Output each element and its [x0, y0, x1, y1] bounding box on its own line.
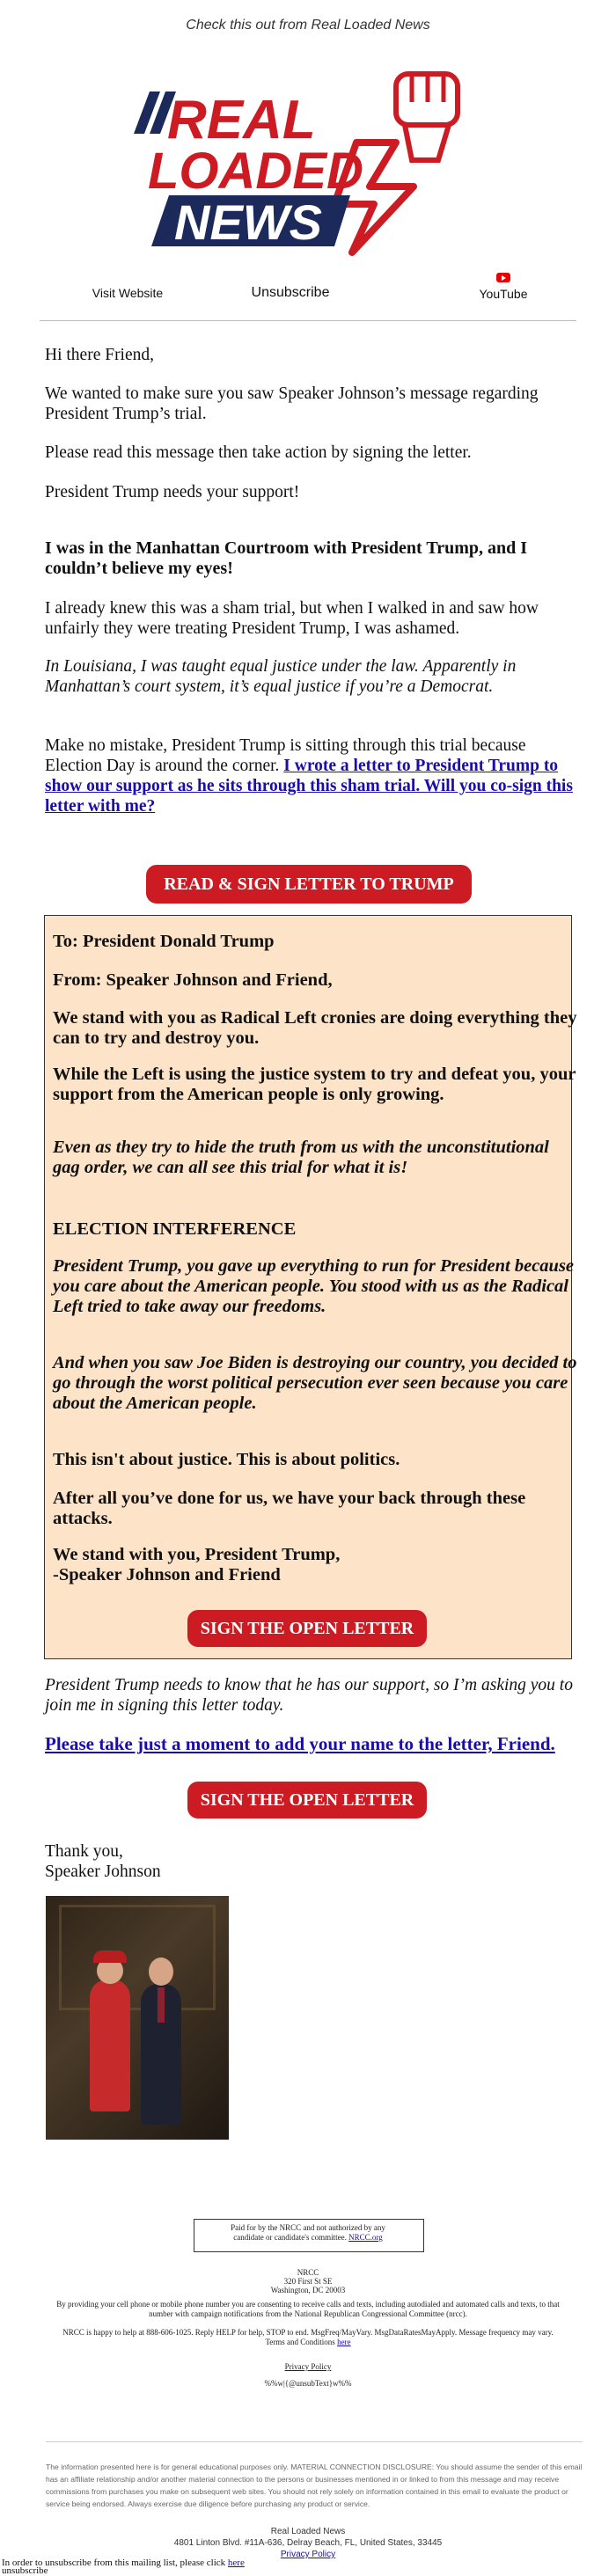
letter-line-5: President Trump, you gave up everything to run for President because you care about the American people. You stood with us as the Radical Left tried to take away our freedoms. [53, 1256, 575, 1316]
unsubscribe-word[interactable]: unsubscribe [2, 2565, 48, 2576]
sender-address: 4801 Linton Blvd. #11A-636, Delray Beach, FL, United States, 33445 [173, 2538, 443, 2548]
svg-text:NEWS: NEWS [174, 194, 322, 250]
terms-here-link[interactable]: here [337, 2338, 351, 2346]
paid-for-line-1: Paid for by the NRCC and not authorized by any [231, 2223, 385, 2232]
sign-open-letter-button-1[interactable]: SIGN THE OPEN LETTER [187, 1610, 427, 1647]
letter-signoff-1: We stand with you, President Trump, [53, 1545, 341, 1564]
closing-link[interactable]: Please take just a moment to add your name to the letter, Friend. [45, 1733, 555, 1754]
sms-disclosure: By providing your cell phone or mobile phone number you are consenting to receive calls and texts, including autodialed and automated calls and texts, to that number with campaign notifications from the National Republican Congressional Committee (nrcc). [56, 2300, 560, 2318]
letter-line-8: After all you’ve done for us, we have your back through these attacks. [53, 1489, 526, 1528]
letter-line-6: And when you saw Joe Biden is destroying our country, you decided to go through the worst political persecution ever seen because you care about the American people. [53, 1353, 577, 1413]
privacy-policy-link[interactable]: Privacy Policy [284, 2362, 332, 2371]
logo-graphic [132, 63, 484, 266]
letter-line-1: We stand with you as Radical Left cronies are doing everything they can to try and destroy you. [53, 1008, 577, 1048]
paid-for-line-2 [0, 2233, 616, 2243]
visit-website-link[interactable]: Visit Website [92, 286, 164, 300]
fist-icon [396, 74, 458, 160]
letter-from: From: Speaker Johnson and Friend, [53, 970, 333, 990]
footer-address-1: 320 First St SE [283, 2277, 333, 2286]
sender-privacy-link[interactable]: Privacy Policy [280, 2550, 336, 2559]
help-text-body: NRCC is happy to help at 888-606-1025. Reply HELP for help, STOP to end. MsgFreq/MayVary. MsgDataRatesMayApply. Message frequency may vary. Terms and Conditions [62, 2328, 554, 2346]
unsubscribe-here-link[interactable]: here [227, 2558, 245, 2568]
footer-divider [46, 2441, 583, 2442]
unsubscribe-link[interactable]: Unsubscribe [251, 285, 330, 300]
preheader: Check this out from Real Loaded News [186, 18, 430, 33]
letter-line-3: Even as they try to hide the truth from us with the unconstitutional gag order, we can all see this trial for what it is! [53, 1138, 549, 1177]
unsubscribe-line [2, 2558, 530, 2568]
merge-tag: %%w|{@unsubText}w%% [264, 2379, 352, 2388]
svg-text:REAL: REAL [167, 90, 316, 150]
letter-line-2: While the Left is using the justice system to try and defeat you, your support from the American people is only growing. [53, 1065, 576, 1104]
speaker-johnson-photo [46, 1896, 229, 2140]
thanks: Thank you, [45, 1842, 123, 1861]
letter-to: To: President Donald Trump [53, 932, 275, 951]
intro-paragraph-3: President Trump needs your support! [45, 483, 300, 501]
closing-paragraph: President Trump needs to know that he has our support, so I’m asking you to join me in signing this letter today. [45, 1676, 573, 1715]
body-paragraph-1: I already knew this was a sham trial, but when I walked in and saw how unfairly they were treating President Trump, I was ashamed. [45, 599, 539, 638]
letter-line-7: This isn't about justice. This is about politics. [53, 1450, 400, 1469]
body-paragraph-2: In Louisiana, I was taught equal justice under the law. Apparently in Manhattan’s court system, it’s equal justice if you’re a Democrat. [45, 657, 517, 696]
intro-paragraph-2: Please read this message then take action by signing the letter. [45, 443, 472, 462]
svg-text:LOADED: LOADED [148, 143, 363, 200]
header-divider [40, 320, 576, 321]
youtube-link[interactable]: YouTube [479, 287, 528, 301]
help-text [62, 2328, 554, 2347]
youtube-icon[interactable] [496, 273, 510, 282]
nrcc-link[interactable]: NRCC.org [348, 2233, 383, 2242]
sign-open-letter-button-2[interactable]: SIGN THE OPEN LETTER [187, 1782, 427, 1819]
headline: I was in the Manhattan Courtroom with President Trump, and I couldn’t believe my eyes! [45, 538, 528, 578]
letter-line-4: ELECTION INTERFERENCE [53, 1219, 297, 1239]
disclaimer: The information presented here is for general educational purposes only. MATERIAL CONNECTION DISCLOSURE: You should assume the sender of this email has an affiliate relationship and/or another material connection to the persons or businesses mentioned in or linked to from this message and may receive commissions from purchases you make on subsequent web sites. You should not rely solely on information contained in this email to evaluate the product or service being endorsed. Always exercise due diligence before purchasing any product or service. [46, 2463, 583, 2508]
real-loaded-news-logo[interactable] [132, 63, 484, 266]
footer-address-2: Washington, DC 20003 [270, 2286, 346, 2294]
letter-signoff-2: -Speaker Johnson and Friend [53, 1565, 281, 1584]
unsubscribe-text: In order to unsubscribe from this mailing list, please click [2, 2558, 226, 2568]
footer-org: NRCC [297, 2268, 319, 2277]
read-sign-letter-button[interactable]: READ & SIGN LETTER TO TRUMP [146, 865, 472, 904]
paid-for-text: candidate or candidate's committee. [233, 2233, 347, 2242]
letter-link[interactable]: I wrote a letter to President Trump to show our support as he sits through this sham trial. Will you co-sign this letter with me? [45, 757, 573, 816]
greeting: Hi there Friend, [45, 346, 155, 364]
intro-paragraph-1: We wanted to make sure you saw Speaker Johnson’s message regarding President Trump’s trial. [45, 384, 539, 423]
body-paragraph-3 [45, 735, 582, 816]
body-paragraph-3-text: Make no mistake, President Trump is sitting through this trial because Election Day is around the corner. [45, 736, 526, 775]
sender-name: Real Loaded News [270, 2527, 346, 2536]
signature: Speaker Johnson [45, 1862, 161, 1881]
